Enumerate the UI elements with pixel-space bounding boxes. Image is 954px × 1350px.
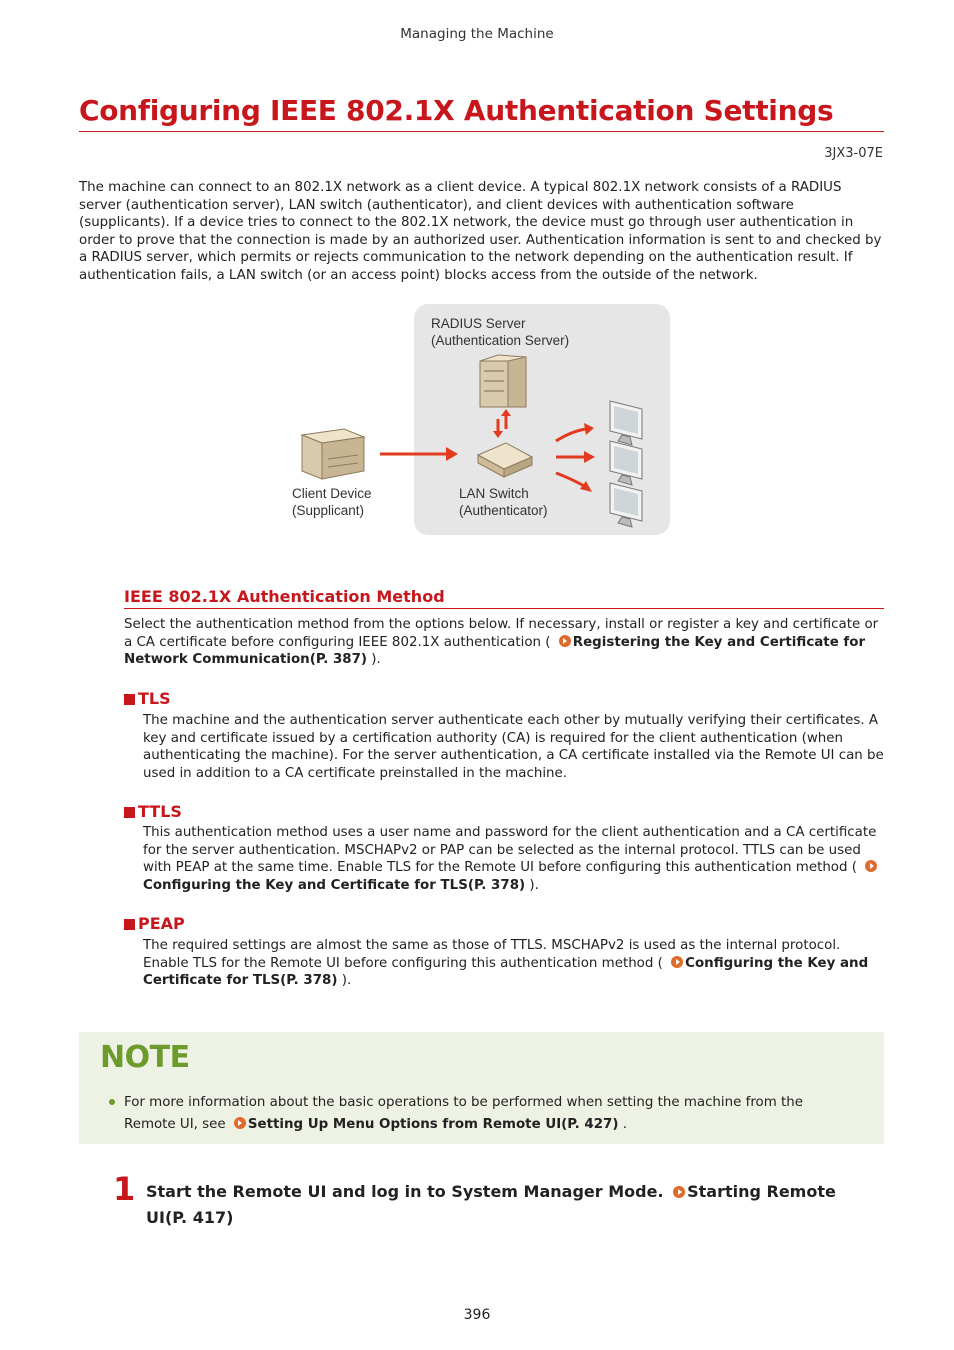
square-bullet-icon — [124, 694, 135, 705]
link-arrow-icon — [671, 956, 683, 968]
step-instruction: Start the Remote UI and log in to System Manager Mode. — [146, 1182, 664, 1201]
section-text-after: ). — [371, 652, 381, 667]
method-text: This authentication method uses a user name and password for the client authentication and a CA certificate for the server authentication. MSCHAPv2 or PAP can be selected as the internal protocol. TTLS can be used with PEAP at the same time. Enable TLS for the Remote UI before configuring this authentication method ( — [143, 825, 877, 875]
method-heading-tls — [124, 689, 171, 708]
method-text-tls: The machine and the authentication server authenticate each other by mutually verifying their certificates. A key and certificate issued by a certification authority (CA) is required for the client authentication (when authenticating the machine). For the server authentication, a CA certificate installed via the Remote UI can be used in addition to a CA certificate preinstalled in the machine. — [143, 713, 884, 781]
radius-label-line2: (Authentication Server) — [431, 333, 570, 348]
method-name: TTLS — [138, 802, 182, 821]
page-title: Configuring IEEE 802.1X Authentication Settings — [79, 94, 884, 132]
method-text-peap — [143, 937, 885, 990]
note-item — [124, 1092, 844, 1136]
radius-server-icon — [480, 355, 526, 407]
note-text-after: . — [622, 1117, 627, 1132]
section-text: Select the authentication method from the options below. If necessary, install or register a key and certificate or a CA certificate before configuring IEEE 802.1X authentication ( — [124, 617, 879, 650]
note-text: For more information about the basic operations to be performed when setting the machine from the Remote UI, see — [124, 1095, 804, 1132]
bullet-icon — [109, 1099, 115, 1105]
link-setting-up-menu[interactable]: Setting Up Menu Options from Remote UI(P. 427) — [247, 1117, 619, 1132]
link-configuring-tls[interactable]: Configuring the Key and Certificate for TLS(P. 378) — [143, 877, 526, 893]
switch-label-line2: (Authenticator) — [459, 503, 548, 518]
page-number: 396 — [463, 1307, 491, 1323]
square-bullet-icon — [124, 919, 135, 930]
link-arrow-icon — [673, 1186, 685, 1198]
method-heading-ttls — [124, 802, 182, 821]
section-paragraph — [124, 616, 884, 669]
method-name: TLS — [138, 689, 171, 708]
step-text — [146, 1179, 836, 1231]
link-arrow-icon — [865, 860, 877, 872]
client-computers-icon — [610, 401, 642, 527]
square-bullet-icon — [124, 807, 135, 818]
step-number: 1 — [113, 1170, 136, 1208]
client-device-icon — [302, 429, 364, 479]
document-id: 3JX3-07E — [824, 146, 883, 161]
method-text-ttls — [143, 824, 885, 894]
method-text-after: ). — [341, 973, 352, 988]
running-header: Managing the Machine — [400, 26, 554, 42]
radius-label-line1: RADIUS Server — [431, 316, 526, 331]
link-registering-key[interactable]: Registering the Key and Certificate for Network Communication(P. 387) — [124, 634, 866, 667]
intro-paragraph: The machine can connect to an 802.1X network as a client device. A typical 802.1X network consists of a RADIUS server (authentication server), LAN switch (authenticator), and client devices with authentication software (supplicants). If a device tries to connect to the 802.1X network, the device must go through user authentication in order to prove that the connection is made by an authorized user. Authentication information is sent to and checked by a RADIUS server, which permits or rejects communication to the network depending on the authentication result. If authentication fails, a LAN switch (or an access point) blocks access from the outside of the network. — [79, 180, 882, 283]
link-arrow-icon — [234, 1117, 246, 1129]
client-label-line1: Client Device — [292, 486, 372, 501]
link-arrow-icon — [559, 635, 571, 647]
method-text-after: ). — [529, 877, 539, 893]
note-box — [79, 1032, 884, 1144]
method-text: The required settings are almost the same as those of TTLS. MSCHAPv2 is used as the internal protocol. Enable TLS for the Remote UI before configuring this authentication method ( — [143, 938, 841, 971]
network-diagram — [288, 303, 672, 539]
method-name: PEAP — [138, 914, 185, 933]
method-heading-peap — [124, 914, 185, 933]
note-title: NOTE — [100, 1040, 190, 1075]
switch-label-line1: LAN Switch — [459, 486, 529, 501]
section-heading: IEEE 802.1X Authentication Method — [124, 587, 884, 609]
link-configuring-tls[interactable]: Configuring the Key and Certificate for TLS(P. 378) — [143, 955, 869, 988]
client-label-line2: (Supplicant) — [292, 503, 365, 518]
link-starting-remote-ui[interactable]: Starting Remote UI(P. 417) — [146, 1182, 836, 1227]
